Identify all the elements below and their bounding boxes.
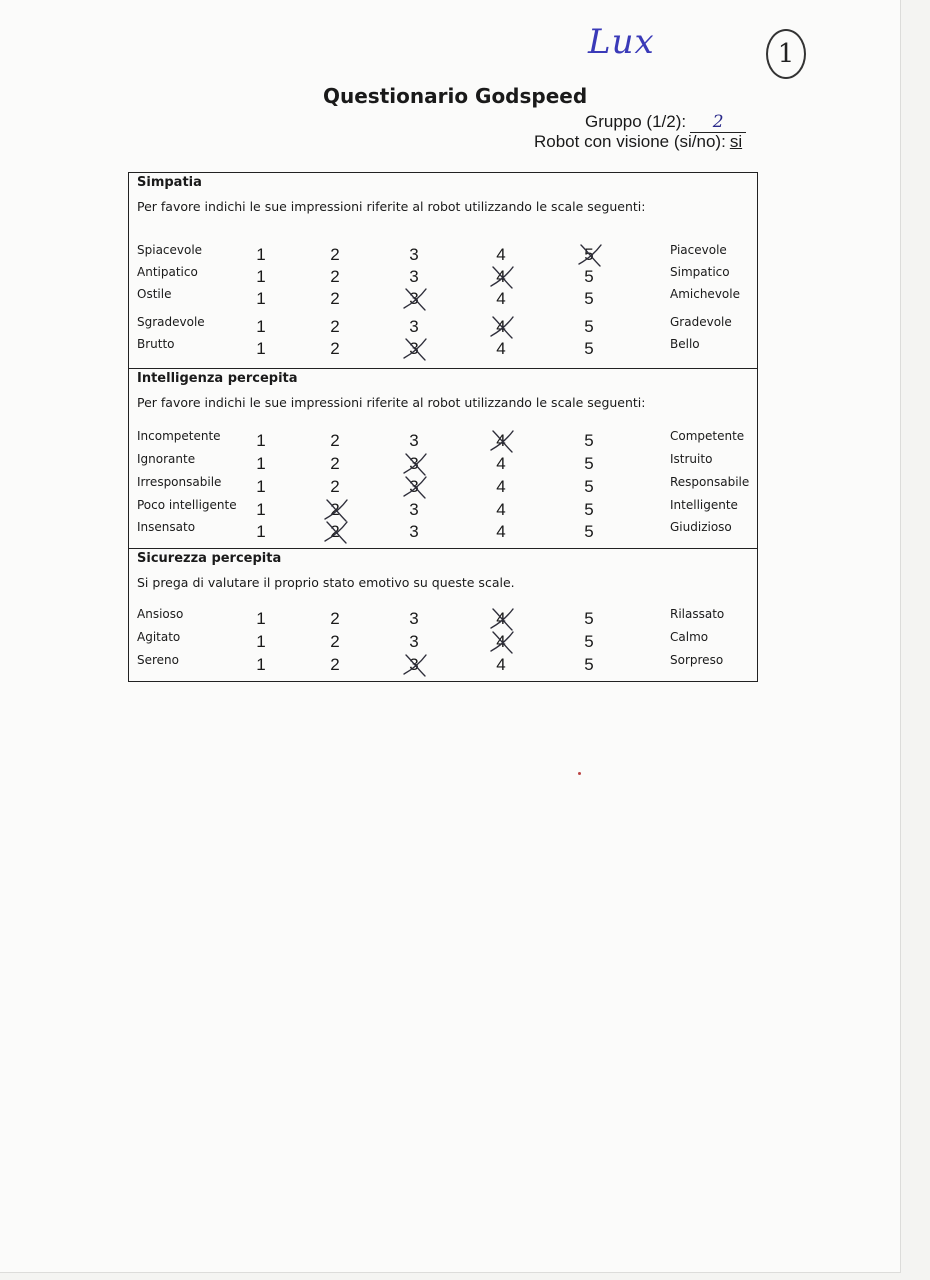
scale-option-5[interactable]: 5 (584, 431, 594, 450)
scale-option-1[interactable]: 1 (256, 477, 266, 496)
handwritten-signature: Lux (588, 22, 655, 62)
scale-option-4[interactable]: 4 (496, 522, 506, 541)
scale-row (129, 243, 757, 265)
scale-option-5[interactable]: 5 (584, 317, 594, 336)
scale-option-4[interactable]: 4 (489, 317, 513, 337)
scale-option-2[interactable]: 2 (330, 477, 340, 496)
scale-left-label: Brutto (137, 337, 175, 351)
scale-option-1[interactable]: 1 (256, 500, 266, 519)
vision-field (534, 132, 742, 152)
scale-left-label: Spiacevole (137, 243, 203, 257)
scale-left-label: Agitato (137, 630, 181, 644)
scale-left-label: Sgradevole (137, 315, 205, 329)
scale-left-label: Ostile (137, 287, 172, 301)
scale-option-3[interactable]: 3 (402, 289, 426, 309)
scale-option-5[interactable]: 5 (584, 267, 594, 286)
scale-row (129, 475, 757, 497)
scale-right-label: Rilassato (670, 607, 725, 621)
cross-mark-icon (487, 605, 517, 633)
scale-option-1[interactable]: 1 (256, 454, 266, 473)
scale-option-4[interactable]: 4 (496, 454, 506, 473)
scale-row (129, 498, 757, 520)
scale-option-5[interactable]: 5 (584, 289, 594, 308)
scale-option-4[interactable]: 4 (489, 431, 513, 451)
scale-option-5[interactable]: 5 (584, 609, 594, 628)
scale-option-3[interactable]: 3 (402, 339, 426, 359)
scale-option-1[interactable]: 1 (256, 655, 266, 674)
scale-option-3[interactable]: 3 (402, 454, 426, 474)
cross-mark-icon (321, 518, 351, 546)
vision-value[interactable]: si (729, 132, 743, 151)
group-value[interactable]: 2 (690, 112, 746, 133)
circled-page-number: 1 (766, 29, 806, 79)
section-simpatia (129, 173, 757, 368)
scale-option-4[interactable]: 4 (496, 500, 506, 519)
scale-option-5[interactable]: 5 (584, 454, 594, 473)
section-title: Simpatia (137, 175, 202, 190)
section-sicurezza-percepita (129, 548, 757, 683)
scale-option-1[interactable]: 1 (256, 431, 266, 450)
scale-option-5[interactable]: 5 (584, 477, 594, 496)
section-instruction: Si prega di valutare il proprio stato emotivo su queste scale. (137, 575, 515, 590)
scale-option-5[interactable]: 5 (577, 245, 601, 265)
scale-option-2[interactable]: 2 (330, 339, 340, 358)
scale-option-2[interactable]: 2 (330, 267, 340, 286)
scale-right-label: Responsabile (670, 475, 750, 489)
cross-mark-icon (400, 335, 430, 363)
cross-mark-icon (487, 628, 517, 656)
scale-row (129, 452, 757, 474)
scale-option-3[interactable]: 3 (409, 245, 419, 264)
scale-row (129, 429, 757, 451)
vision-label: Robot con visione (si/no): (534, 132, 726, 151)
section-instruction: Per favore indichi le sue impressioni riferite al robot utilizzando le scale seguenti: (137, 395, 646, 410)
cross-mark-icon (400, 473, 430, 501)
scale-option-2[interactable]: 2 (330, 317, 340, 336)
scale-option-4[interactable]: 4 (496, 289, 506, 308)
scale-option-1[interactable]: 1 (256, 522, 266, 541)
scale-row (129, 630, 757, 652)
section-intelligenza-percepita (129, 368, 757, 548)
group-field (585, 112, 746, 133)
scale-right-label: Amichevole (670, 287, 740, 301)
scale-option-4[interactable]: 4 (496, 245, 506, 264)
scale-option-5[interactable]: 5 (584, 339, 594, 358)
scale-right-label: Giudizioso (670, 520, 732, 534)
scale-row (129, 337, 757, 359)
scale-left-label: Sereno (137, 653, 179, 667)
scale-option-4[interactable]: 4 (489, 267, 513, 287)
scale-option-2[interactable]: 2 (330, 655, 340, 674)
scale-right-label: Gradevole (670, 315, 732, 329)
scale-left-label: Ansioso (137, 607, 184, 621)
scale-row (129, 653, 757, 675)
scale-option-2[interactable]: 2 (323, 500, 347, 520)
cross-mark-icon (487, 427, 517, 455)
scale-right-label: Simpatico (670, 265, 730, 279)
scale-option-1[interactable]: 1 (256, 267, 266, 286)
scale-option-2[interactable]: 2 (330, 289, 340, 308)
scale-option-1[interactable]: 1 (256, 245, 266, 264)
scale-right-label: Istruito (670, 452, 713, 466)
scale-row (129, 520, 757, 542)
scale-option-2[interactable]: 2 (330, 454, 340, 473)
cross-mark-icon (400, 285, 430, 313)
scale-option-3[interactable]: 3 (409, 431, 419, 450)
scale-option-3[interactable]: 3 (409, 609, 419, 628)
scale-right-label: Calmo (670, 630, 709, 644)
scale-option-4[interactable]: 4 (489, 632, 513, 652)
scale-left-label: Antipatico (137, 265, 198, 279)
scale-option-1[interactable]: 1 (256, 317, 266, 336)
scale-right-label: Intelligente (670, 498, 738, 512)
scan-speck (578, 772, 581, 775)
section-instruction: Per favore indichi le sue impressioni riferite al robot utilizzando le scale seguenti: (137, 199, 646, 214)
scale-option-5[interactable]: 5 (584, 632, 594, 651)
scale-option-2[interactable]: 2 (330, 632, 340, 651)
scale-option-3[interactable]: 3 (402, 655, 426, 675)
scale-right-label: Piacevole (670, 243, 727, 257)
scale-option-1[interactable]: 1 (256, 632, 266, 651)
scale-option-2[interactable]: 2 (330, 245, 340, 264)
scale-option-2[interactable]: 2 (330, 609, 340, 628)
scale-left-label: Poco intelligente (137, 498, 237, 512)
scale-option-4[interactable]: 4 (489, 609, 513, 629)
scale-option-3[interactable]: 3 (409, 500, 419, 519)
scale-left-label: Insensato (137, 520, 196, 534)
cross-mark-icon (400, 450, 430, 478)
scale-option-3[interactable]: 3 (409, 632, 419, 651)
scale-option-4[interactable]: 4 (496, 655, 506, 674)
scale-left-label: Incompetente (137, 429, 221, 443)
scale-right-label: Sorpreso (670, 653, 724, 667)
group-label: Gruppo (1/2): (585, 112, 687, 131)
scale-option-3[interactable]: 3 (409, 317, 419, 336)
scale-option-3[interactable]: 3 (402, 477, 426, 497)
scale-right-label: Competente (670, 429, 745, 443)
scale-left-label: Ignorante (137, 452, 196, 466)
scale-option-5[interactable]: 5 (584, 522, 594, 541)
questionnaire-form (128, 172, 758, 682)
scale-left-label: Irresponsabile (137, 475, 222, 489)
scale-row (129, 287, 757, 309)
scale-option-2[interactable]: 2 (323, 522, 347, 542)
scale-option-1[interactable]: 1 (256, 339, 266, 358)
scale-right-label: Bello (670, 337, 700, 351)
page-title: Questionario Godspeed (323, 84, 588, 108)
scale-option-5[interactable]: 5 (584, 500, 594, 519)
section-title: Intelligenza percepita (137, 371, 298, 386)
scale-row (129, 265, 757, 287)
scale-option-3[interactable]: 3 (409, 522, 419, 541)
scale-option-3[interactable]: 3 (409, 267, 419, 286)
scale-row (129, 607, 757, 629)
scale-option-2[interactable]: 2 (330, 431, 340, 450)
scale-option-5[interactable]: 5 (584, 655, 594, 674)
scale-option-4[interactable]: 4 (496, 477, 506, 496)
section-title: Sicurezza percepita (137, 551, 282, 566)
scale-option-1[interactable]: 1 (256, 289, 266, 308)
scale-option-4[interactable]: 4 (496, 339, 506, 358)
cross-mark-icon (400, 651, 430, 679)
scale-option-1[interactable]: 1 (256, 609, 266, 628)
scale-row (129, 315, 757, 337)
